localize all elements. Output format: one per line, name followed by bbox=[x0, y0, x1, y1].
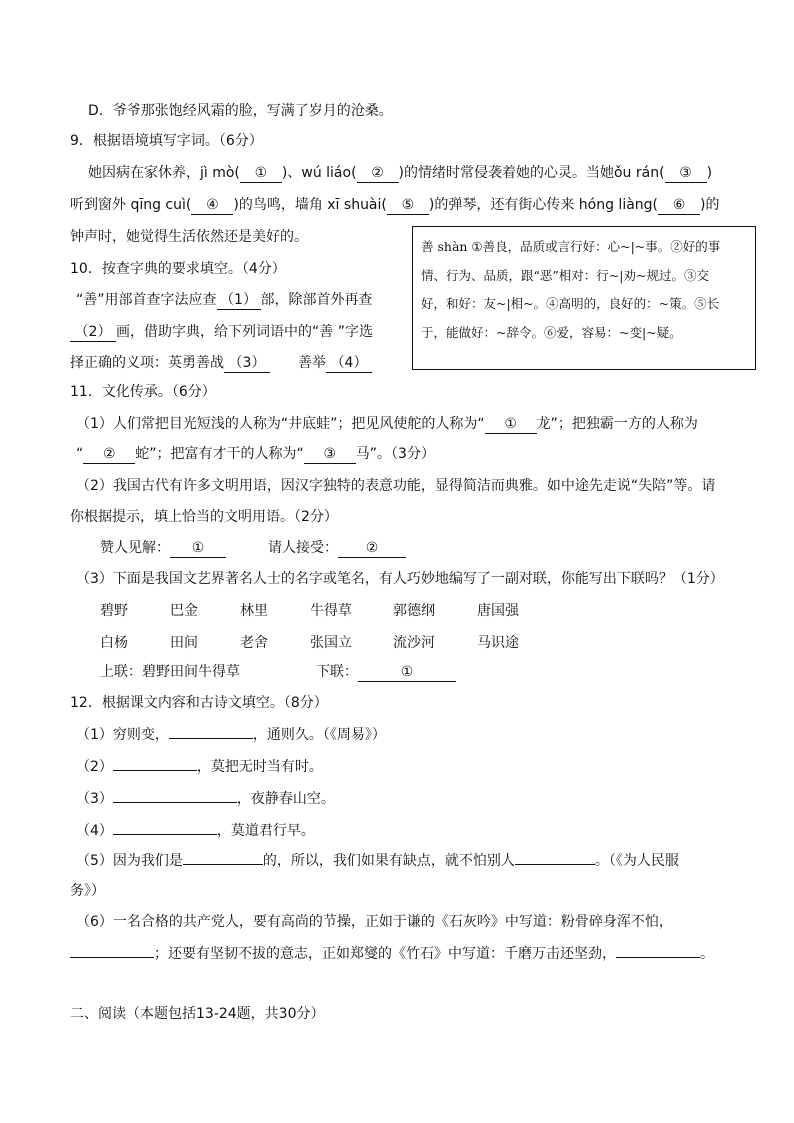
q9-blank-4[interactable]: ④ bbox=[191, 196, 233, 215]
q10-blank-1[interactable]: （1） bbox=[217, 291, 261, 310]
q12-text: 。 bbox=[700, 946, 714, 962]
q11-text: 请人接受： bbox=[268, 540, 338, 556]
q12-text: ；还要有坚韧不拔的意志，正如郑燮的《竹石》中写道：千磨万击还坚劲， bbox=[154, 946, 616, 962]
name-cell: 唐国强 bbox=[477, 603, 519, 619]
q12-text: 。（《为人民服 bbox=[594, 853, 679, 869]
q11-text: 龙”；把独霸一方的人称为 bbox=[536, 416, 698, 432]
question-11-part-2-answers bbox=[100, 538, 406, 558]
q11-blank-3[interactable]: ③ bbox=[304, 445, 356, 464]
q12-text: ，莫道君行早。 bbox=[216, 823, 315, 839]
q11-blank-2[interactable]: ② bbox=[83, 445, 135, 464]
question-9-line-1 bbox=[88, 163, 712, 183]
q12-text: （5）因为我们是 bbox=[76, 853, 183, 869]
question-11-part-1-line-2 bbox=[76, 444, 435, 464]
q12-text: ，莫把无时当有时。 bbox=[196, 759, 323, 775]
q11-text: （1）人们常把目光短浅的人称为“井底蛙”；把见风使舵的人称为“ bbox=[76, 416, 485, 432]
question-11-part-1-line-1 bbox=[76, 414, 698, 434]
name-cell: 牛得草 bbox=[310, 603, 352, 619]
question-12-item-5 bbox=[76, 851, 679, 871]
q11-text: 马”。（3分） bbox=[355, 446, 435, 462]
q9-blank-1[interactable]: ① bbox=[240, 164, 282, 183]
q12-blank-1[interactable] bbox=[169, 738, 253, 739]
q10-text: 善举 bbox=[298, 355, 326, 371]
q9-text: )的鸟鸣，墙角 xī shuài( bbox=[233, 197, 387, 213]
question-12-item-2 bbox=[76, 757, 323, 777]
q12-blank-6b[interactable] bbox=[616, 957, 700, 958]
question-12-item-1 bbox=[76, 725, 386, 745]
q10-blank-4[interactable]: （4） bbox=[326, 354, 372, 373]
name-cell: 流沙河 bbox=[393, 635, 435, 651]
q9-text: )的 bbox=[700, 197, 720, 213]
question-12-item-5-cont: 务》） bbox=[70, 883, 105, 899]
q9-text: 听到窗外 qīng cuì( bbox=[70, 197, 192, 213]
q9-blank-2[interactable]: ② bbox=[357, 164, 399, 183]
name-cell: 白杨 bbox=[100, 635, 128, 651]
q12-blank-2[interactable] bbox=[113, 770, 197, 771]
q11-blank-1[interactable]: ① bbox=[485, 415, 537, 434]
q11-text: “ bbox=[76, 446, 84, 462]
question-12-title: 12．根据课文内容和古诗文填空。（8分） bbox=[70, 695, 328, 711]
dictionary-line: 于，能做好：~辞令。⑥爱，容易：~变|~疑。 bbox=[421, 324, 682, 340]
q12-text: （4） bbox=[76, 823, 113, 839]
name-cell: 郭德纲 bbox=[393, 603, 435, 619]
q12-text: （3） bbox=[76, 791, 113, 807]
q11-text: 下联： bbox=[316, 664, 358, 680]
name-cell: 巴金 bbox=[170, 603, 198, 619]
q12-blank-3[interactable] bbox=[113, 802, 237, 803]
dictionary-line: 情、行为、品质，跟“恶”相对：行~|劝~规过。③交 bbox=[421, 267, 709, 283]
question-11-part-2-line-1: （2）我国古代有许多文明用语，因汉字独特的表意功能，显得简洁而典雅。如中途先走说“失陪”等。请 bbox=[76, 478, 716, 494]
q10-text: “善”用部首查字法应查 bbox=[76, 292, 217, 308]
couplet-upper: 上联：碧野田间牛得草 bbox=[100, 664, 240, 680]
q9-text: 她因病在家休养，jì mò( bbox=[88, 165, 240, 181]
q10-blank-3[interactable]: （3） bbox=[224, 354, 270, 373]
question-9-line-2 bbox=[70, 195, 719, 215]
name-cell: 张国立 bbox=[310, 635, 352, 651]
question-10-line-2 bbox=[70, 322, 373, 342]
q10-text: 部，除部首外再查 bbox=[260, 292, 373, 308]
dictionary-entry-box bbox=[412, 226, 756, 370]
question-9-line-3: 钟声时，她觉得生活依然还是美好的。 bbox=[70, 229, 308, 245]
name-cell: 马识途 bbox=[477, 635, 519, 651]
q12-blank-6a[interactable] bbox=[70, 957, 154, 958]
dictionary-line: 善 shàn ①善良，品质或言行好：心~|~事。②好的事 bbox=[421, 239, 721, 254]
q9-blank-6[interactable]: ⑥ bbox=[658, 196, 700, 215]
q12-blank-4[interactable] bbox=[113, 834, 217, 835]
question-11-title: 11．文化传承。（6分） bbox=[70, 384, 216, 400]
q9-text: )、wú liáo( bbox=[281, 165, 357, 181]
couplet-lower-blank[interactable]: ① bbox=[358, 663, 456, 682]
q9-text: )的情绪时常侵袭着她的心灵。当她ǒu rán( bbox=[398, 165, 665, 181]
question-11-part-3-line-1: （3）下面是我国文艺界著名人士的名字或笔名，有人巧妙地编写了一副对联，你能写出下联吗？（1分） bbox=[76, 571, 724, 587]
q11-text: 赞人见解： bbox=[100, 540, 170, 556]
question-10-line-3 bbox=[70, 353, 372, 373]
question-9-title: 9．根据语境填写字词。（6分） bbox=[70, 133, 263, 149]
q9-blank-3[interactable]: ③ bbox=[665, 164, 707, 183]
q12-blank-5a[interactable] bbox=[183, 864, 263, 865]
name-cell: 碧野 bbox=[100, 603, 128, 619]
question-12-item-3 bbox=[76, 789, 335, 809]
q9-text: ) bbox=[706, 165, 713, 181]
name-cell: 老舍 bbox=[240, 635, 268, 651]
q9-text: )的弹琴，还有街心传来 hóng liàng( bbox=[428, 197, 659, 213]
q10-text: 择正确的义项：英勇善战 bbox=[70, 355, 224, 371]
question-10-line-1 bbox=[76, 290, 373, 310]
question-10-title: 10．按查字典的要求填空。（4分） bbox=[70, 261, 286, 277]
section-2-heading: 二、阅读（本题包括13-24题，共30分） bbox=[70, 1006, 325, 1022]
q12-blank-5b[interactable] bbox=[515, 864, 595, 865]
question-11-part-2-line-2: 你根据提示，填上恰当的文明用语。（2分） bbox=[70, 509, 338, 525]
question-12-item-6-line-2 bbox=[70, 944, 714, 964]
q11-text: 蛇”；把富有才干的人称为“ bbox=[135, 446, 304, 462]
q12-text: ，夜静春山空。 bbox=[236, 791, 335, 807]
q12-text: ，通则久。（《周易》） bbox=[252, 727, 386, 743]
question-12-item-4 bbox=[76, 821, 315, 841]
question-8-option-d: D．爷爷那张饱经风霜的脸，写满了岁月的沧桑。 bbox=[88, 103, 393, 119]
couplet-lower bbox=[316, 662, 456, 682]
q12-text: （1）穷则变， bbox=[76, 727, 169, 743]
q12-text: 的，所以，我们如果有缺点，就不怕别人 bbox=[262, 853, 515, 869]
q12-text: （2） bbox=[76, 759, 113, 775]
q9-blank-5[interactable]: ⑤ bbox=[387, 196, 429, 215]
q11-blank-praise[interactable]: ① bbox=[170, 539, 226, 558]
name-cell: 林里 bbox=[240, 603, 268, 619]
name-cell: 田间 bbox=[170, 635, 198, 651]
q11-blank-accept[interactable]: ② bbox=[338, 539, 406, 558]
question-12-item-6-line-1: （6）一名合格的共产党人，要有高尚的节操，正如于谦的《石灰吟》中写道：粉骨碎身浑不怕， bbox=[76, 914, 673, 930]
dictionary-line: 好，和好：友~|相~。④高明的，良好的：~策。⑤长 bbox=[421, 296, 720, 311]
q10-text: 画，借助字典，给下列词语中的“善 ”字选 bbox=[116, 324, 373, 340]
q10-blank-2[interactable]: （2） bbox=[70, 323, 116, 342]
